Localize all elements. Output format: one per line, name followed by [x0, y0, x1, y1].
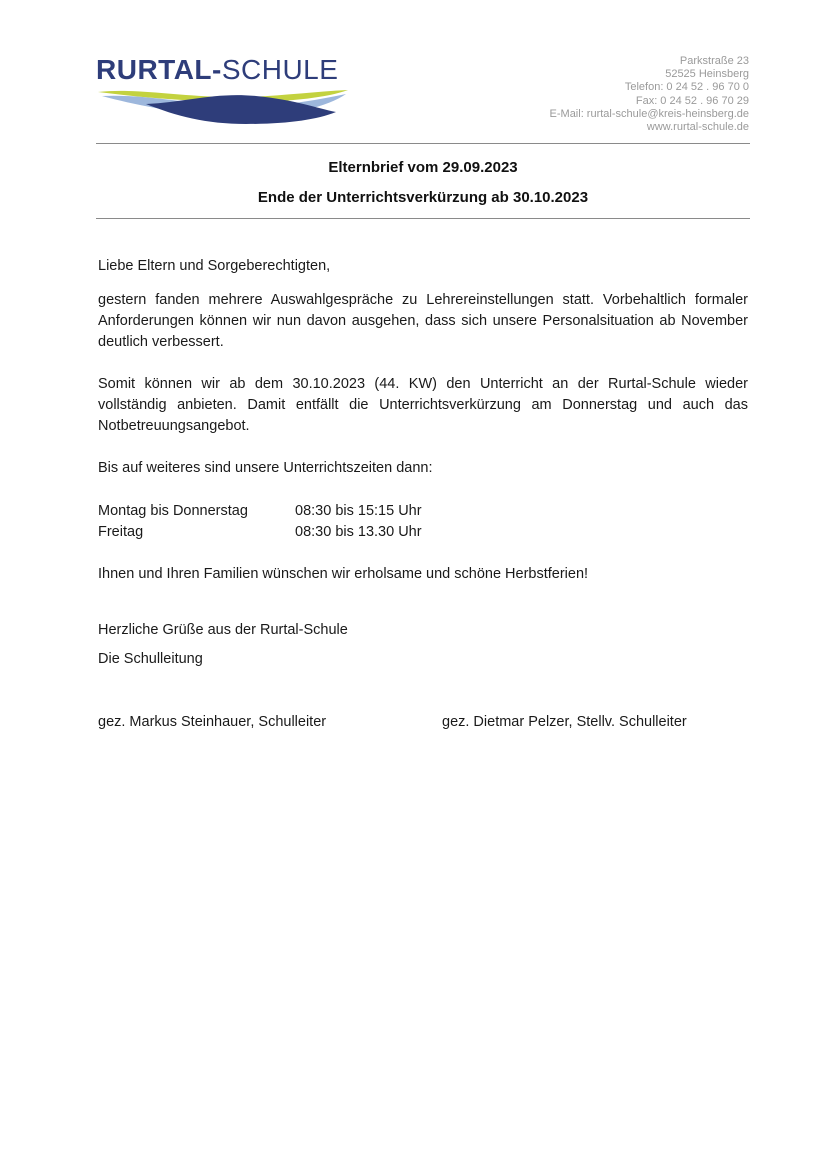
- letter-subtitle: Ende der Unterrichtsverkürzung ab 30.10.2023: [257, 189, 589, 206]
- schedule-row: [98, 501, 748, 522]
- address-email: E-Mail: rurtal-schule@kreis-heinsberg.de: [549, 107, 749, 120]
- sender-line: Die Schulleitung: [98, 651, 203, 667]
- schedule-days: Freitag: [98, 524, 144, 540]
- address-fax: Fax: 0 24 52 . 96 70 29: [635, 94, 749, 107]
- schedule-time: 08:30 bis 13.30 Uhr: [295, 524, 422, 540]
- letter-title: Elternbrief vom 29.09.2023: [328, 159, 518, 176]
- school-address-block: [550, 55, 749, 134]
- logo-wordmark-bold: RURTAL-: [96, 54, 222, 85]
- schedule-row: [98, 522, 748, 543]
- signature-deputy: gez. Dietmar Pelzer, Stellv. Schulleiter: [442, 714, 687, 730]
- paragraph-staffing: gestern fanden mehrere Auswahlgespräche zu Lehrereinstellungen statt. Vorbehaltlich formaler Anforderungen können wir nun davon ausgehen, dass sich unsere Personalsituation ab November deutlich verbessert.: [98, 292, 748, 350]
- holiday-wishes: Ihnen und Ihren Familien wünschen wir erholsame und schöne Herbstferien!: [98, 566, 589, 582]
- schedule-table: [98, 501, 748, 543]
- logo-wave-graphic: [96, 88, 350, 128]
- paragraph-schedule-intro: Bis auf weiteres sind unsere Unterrichtszeiten dann:: [98, 460, 433, 476]
- address-street: Parkstraße 23: [679, 55, 749, 67]
- logo-wordmark-thin: SCHULE: [221, 54, 339, 85]
- header-divider-top: [96, 143, 750, 144]
- schedule-time: 08:30 bis 15:15 Uhr: [295, 503, 422, 519]
- closing-greeting: Herzliche Grüße aus der Rurtal-Schule: [98, 622, 348, 638]
- address-city: 52525 Heinsberg: [665, 68, 749, 81]
- schedule-days: Montag bis Donnerstag: [98, 503, 248, 519]
- address-website: www.rurtal-schule.de: [646, 121, 749, 134]
- paragraph-full-schedule: Somit können wir ab dem 30.10.2023 (44. KW) den Unterricht an der Rurtal-Schule wieder vollständig anbieten. Damit entfällt die Unterrichtsverkürzung am Donnerstag und auch das Notbetreuungsangebot.: [98, 376, 748, 434]
- salutation: Liebe Eltern und Sorgeberechtigten,: [98, 258, 331, 274]
- school-logo: [96, 54, 350, 128]
- address-phone: Telefon: 0 24 52 . 96 70 0: [624, 81, 749, 94]
- signature-principal: gez. Markus Steinhauer, Schulleiter: [98, 714, 327, 730]
- header-divider-bottom: [96, 218, 750, 219]
- logo-wordmark: [96, 54, 338, 86]
